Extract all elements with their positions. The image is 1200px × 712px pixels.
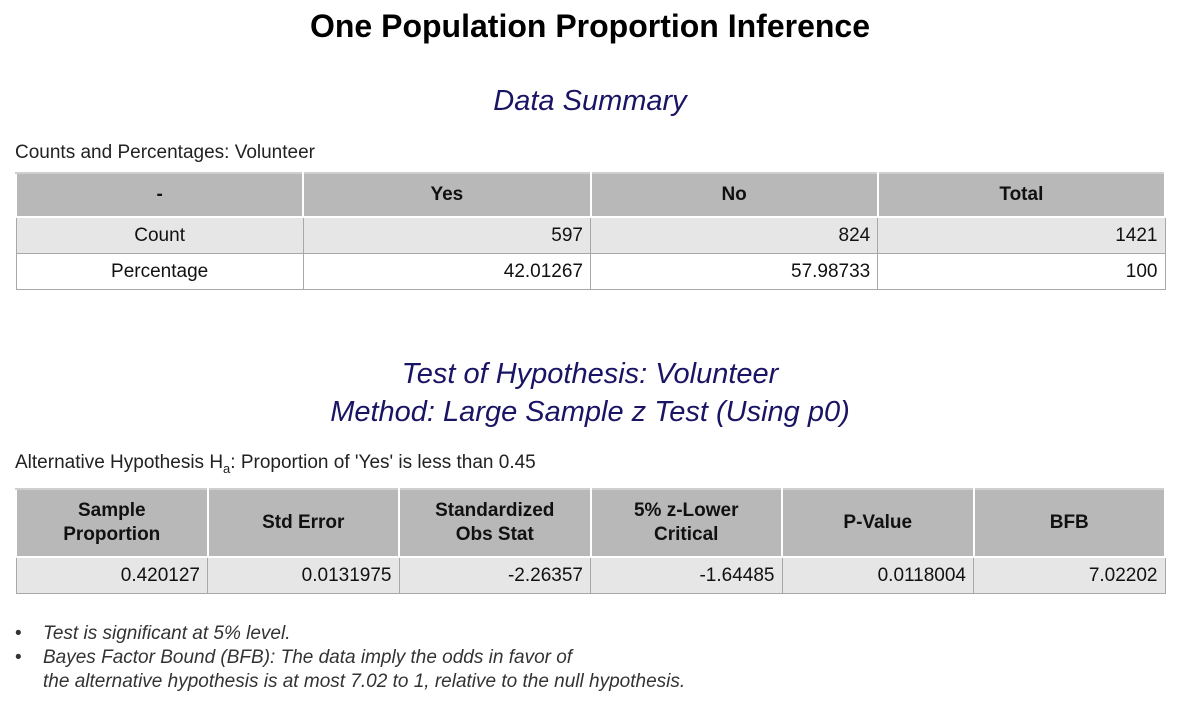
alternative-hypothesis-caption [15, 452, 536, 476]
column-header-line: Proportion [63, 524, 161, 545]
column-header-line: Critical [654, 524, 719, 545]
table-row [16, 254, 1165, 290]
table-row [16, 557, 1165, 594]
notes-list [15, 622, 1165, 694]
column-header: - [16, 173, 303, 217]
table-cell: 100 [878, 254, 1165, 290]
caption-suffix: : Proportion of 'Yes' is less than 0.45 [230, 452, 536, 473]
column-header-line: Sample [77, 500, 146, 521]
counts-table [15, 172, 1166, 290]
table-cell: 42.01267 [303, 254, 590, 290]
counts-caption: Counts and Percentages: Volunteer [15, 142, 315, 163]
table-cell: 597 [303, 217, 590, 254]
column-header: Yes [303, 173, 590, 217]
caption-subscript: a [223, 460, 231, 476]
row-label: Percentage [16, 254, 303, 290]
bullet-icon: • [15, 623, 22, 644]
table-cell: 0.0118004 [782, 557, 974, 594]
table-row [16, 217, 1165, 254]
column-header-line: Obs Stat [455, 524, 534, 545]
column-header-line: 5% z-Lower [633, 500, 739, 521]
table-header-row [16, 173, 1165, 217]
note-text-continued: the alternative hypothesis is at most 7.02 to 1, relative to the null hypothesis. [43, 671, 686, 692]
column-header [782, 489, 974, 557]
table-cell: -1.64485 [591, 557, 783, 594]
data-summary-heading: Data Summary [493, 85, 687, 117]
caption-prefix: Alternative Hypothesis H [15, 452, 224, 473]
list-item [15, 646, 1165, 694]
table-cell: 824 [591, 217, 878, 254]
page-title: One Population Proportion Inference [309, 8, 871, 44]
row-label: Count [16, 217, 303, 254]
column-header [399, 489, 591, 557]
bullet-icon: • [15, 647, 22, 668]
note-text: Bayes Factor Bound (BFB): The data imply the odds in favor of [43, 647, 573, 668]
column-header: No [591, 173, 878, 217]
note-text: Test is significant at 5% level. [43, 623, 291, 644]
table-cell: 0.420127 [16, 557, 208, 594]
column-header-line: BFB [1049, 512, 1089, 533]
column-header [974, 489, 1166, 557]
hypothesis-test-table [15, 488, 1166, 594]
column-header-line: Std Error [262, 512, 345, 533]
table-cell: 0.0131975 [208, 557, 400, 594]
hypothesis-heading [0, 355, 1180, 431]
column-header [208, 489, 400, 557]
column-header [16, 489, 208, 557]
column-header: Total [878, 173, 1165, 217]
column-header-line: Standardized [435, 500, 555, 521]
table-header-row [16, 489, 1165, 557]
table-cell: 1421 [878, 217, 1165, 254]
table-cell: 7.02202 [974, 557, 1166, 594]
column-header [591, 489, 783, 557]
table-cell: 57.98733 [591, 254, 878, 290]
table-cell: -2.26357 [399, 557, 591, 594]
method-heading-line2: Method: Large Sample z Test (Using p0) [330, 396, 850, 428]
column-header-line: P-Value [843, 512, 913, 533]
hypothesis-heading-line1: Test of Hypothesis: Volunteer [401, 358, 779, 390]
list-item [15, 622, 1165, 646]
